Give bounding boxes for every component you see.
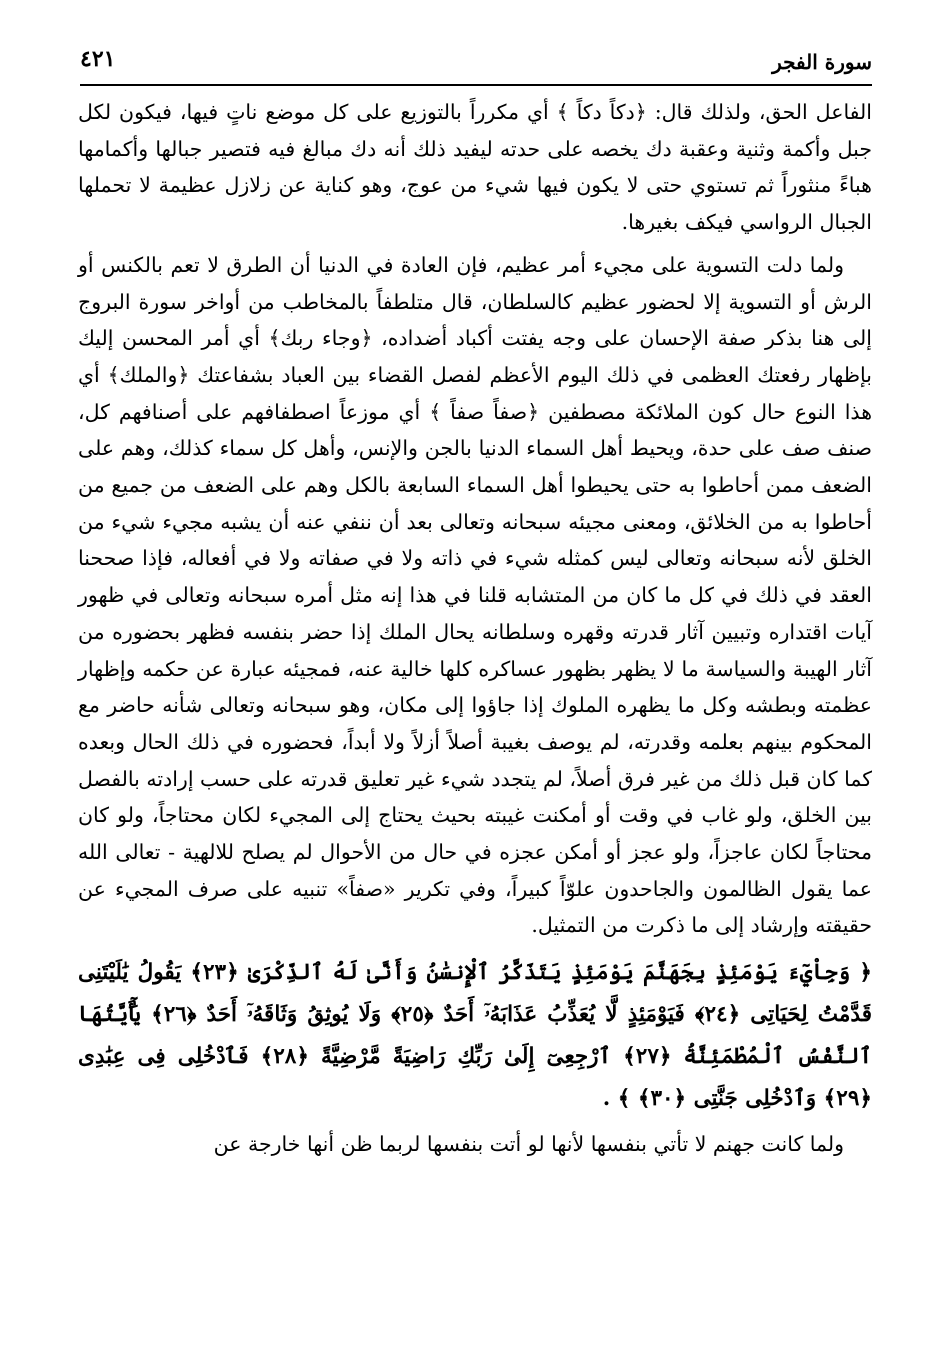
- surah-title: سورة الفجر: [772, 50, 872, 74]
- paragraph-1: الفاعل الحق، ولذلك قال: ﴿دكاً دكاً ﴾ أي مكرراً بالتوزيع على كل موضع ناتٍ فيها، فيكون لكل جبل وأكمة وثنية وعقبة دك يخصه على حدته ليفيد ذلك أنه دك مبالغ فيه فتصير جبالها وأكمامها هباءً منثوراً ثم تستوي حتى لا يكون فيها شيء من عوج، وهو كناية عن زلازل عظيمة لا تحملها الجبال الرواسي فيكف بغيرها.: [78, 100, 872, 235]
- closing-line: ولما كانت جهنم لا تأتي بنفسها لأنها لو أتت بنفسها لربما ظن أنها خارجة عن: [213, 1132, 844, 1157]
- page-header: [80, 44, 872, 86]
- page-body: [78, 94, 872, 1163]
- page-number: ٤٢١: [80, 46, 116, 72]
- quran-verses: ﴿ وَجِاْيٓءَ يَوْمَئِذٍ بِجَهَنَّمَ يَوْمَئِذٍ يَتَذَكَّرُ ٱلْإِنسَٰنُ وَأَنَّىٰ لَهُ ٱلذِّكْرَىٰ ﴿٢٣﴾ يَقُولُ يَٰلَيْتَنِى قَدَّمْتُ لِحَيَاتِى ﴿٢٤﴾ فَيَوْمَئِذٍ لَّا يُعَذِّبُ عَذَابَهُۥٓ أَحَدٌ ﴿٢٥﴾ وَلَا يُوثِقُ وَثَاقَهُۥٓ أَحَدٌ ﴿٢٦﴾ يَٰٓأَيَّتُهَا ٱلنَّفْسُ ٱلْمُطْمَئِنَّةُ ﴿٢٧﴾ ٱرْجِعِىٓ إِلَىٰ رَبِّكِ رَاضِيَةً مَّرْضِيَّةً ﴿٢٨﴾ فَٱدْخُلِى فِى عِبَٰدِى ﴿٢٩﴾ وَٱدْخُلِى جَنَّتِى ﴿٣٠﴾ ﴾ .: [78, 960, 872, 1112]
- paragraph-2: ولما دلت التسوية على مجيء أمر عظيم، فإن العادة في الدنيا أن الطرق لا تعم بالكنس أو الرش أو التسوية إلا لحضور عظيم كالسلطان، قال متلطفاً بالمخاطب من أواخر سورة البروج إلى هنا بذكر صفة الإحسان على وجه يفتت أكباد أضداده، ﴿وجاء ربك﴾ أي أمر المحسن إليك بإظهار رفعتك العظمى في ذلك اليوم الأعظم لفصل القضاء بين العباد بشفاعتك ﴿والملك﴾ أي هذا النوع حال كون الملائكة مصطفين ﴿صفاً صفاً ﴾ أي موزعاً اصطفافهم على أصنافهم كل، صنف صف على حدة، ويحيط أهل السماء الدنيا بالجن والإنس، وأهل كل سماء كذلك، وهم على الضعف ممن أحاطوا به حتى يحيطوا أهل السماء السابعة بالكل وهم على الضعف من جميع من أحاطوا به من الخلائق، ومعنى مجيئه سبحانه وتعالى بعد أن ننفي عنه أن يشبه مجيء شيء من الخلق لأنه سبحانه وتعالى ليس كمثله شيء في ذاته ولا في صفاته ولا في أفعاله، فإذا صححنا العقد في ذلك في كل ما كان من المتشابه قلنا في هذا إنه مثل أمره سبحانه وتعالى في ظهور آيات اقتداره وتبيين آثار قدرته وقهره وسلطانه يحال الملك إذا حضر بنفسه فظهر بحضوره من آثار الهيبة والسياسة ما لا يظهر بظهور عساكره كلها خالية عنه، فمجيئه عبارة عن حكمه وإظهار عظمته وبطشه وكل ما يظهره الملوك إذا جاؤوا إلى مكان، وهو سبحانه وتعالى شأنه حاضر مع المحكوم بينهم بعلمه وقدرته، لم يوصف بغيبة أصلاً أزلاً ولا أبداً، فحضوره في ذلك الحال وبعده كما كان قبل ذلك من غير فرق أصلاً، لم يتجدد شيء غير تعليق قدرته على حسب إرادته بالفصل بين الخلق، ولو غاب في وقت أو أمكنت غيبته بحيث يحتاج إلى المجيء لكان محتاجاً، ولو كان محتاجاً لكان عاجزاً، ولو عجز أو أمكن عجزه في حال من الأحوال لم يصلح للالهية - تعالى الله عما يقول الظالمون والجاحدون علوّاً كبيراً، وفي تكرير «صفاً» تنبيه على صرف المجيء عن حقيقته وإرشاد إلى ما ذكرت من التمثيل.: [78, 252, 872, 938]
